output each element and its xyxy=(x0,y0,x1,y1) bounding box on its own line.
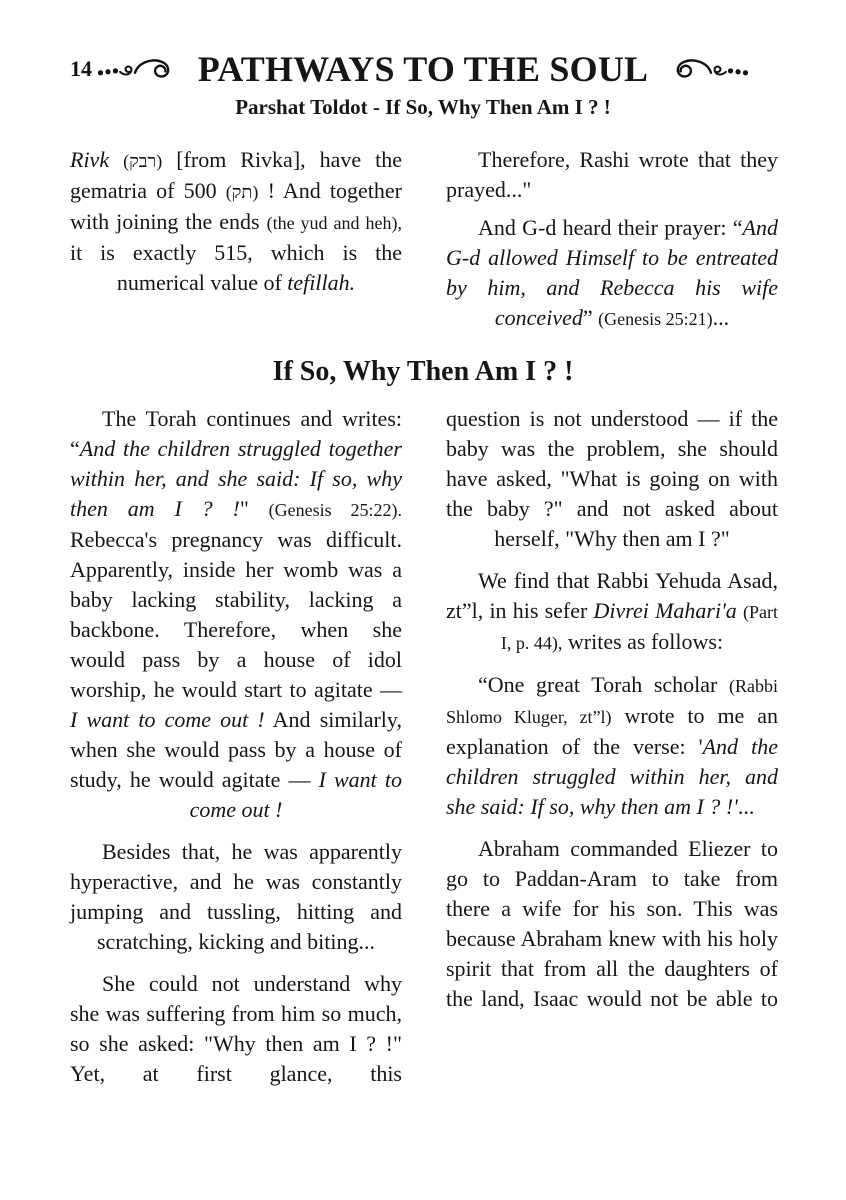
paragraph xyxy=(446,834,778,1014)
text-run: (Genesis 25:22). xyxy=(268,500,403,520)
scroll-flourish-left-icon xyxy=(95,55,190,83)
scroll-flourish-right-icon xyxy=(656,55,751,83)
text-run: We find that Rabbi Yehuda Asad, zt”l, in his sefer xyxy=(446,568,778,623)
text-run: question is not understood — if the baby was the problem, she should have asked, "What is going on with the baby ?" and not asked about herself, "Why then am I ?" xyxy=(446,406,778,551)
text-run: Besides that, he was apparently hyperactive, and he was constantly jumping and tussling, hitting and scratching, kicking and biting... xyxy=(70,839,402,954)
page-number: 14 xyxy=(70,56,92,81)
paragraph xyxy=(70,969,402,1089)
text-run: (רבק) xyxy=(123,151,163,171)
text-run: Abraham commanded Eliezer to go to Paddan-Aram to take from there a wife for his son. This was because Abraham knew with his holy spirit that from all the daughters of the land, Isaac would not be able to xyxy=(446,836,778,1011)
text-run: tefillah. xyxy=(287,270,356,295)
paragraph xyxy=(70,837,402,957)
top-right-column xyxy=(446,145,778,334)
text-run: And similarly, when she would pass by a house of study, he would agitate — xyxy=(70,707,402,792)
main-left-column xyxy=(70,404,402,1089)
text-run: ” xyxy=(582,305,599,330)
text-run: And G-d allowed Himself to be entreated by him, and Rebecca his wife conceived xyxy=(446,215,778,330)
paragraph xyxy=(446,145,778,205)
top-section xyxy=(0,145,846,334)
text-run: Therefore, Rashi wrote that they prayed..." xyxy=(446,147,778,202)
book-title: PATHWAYS TO THE SOUL xyxy=(197,49,649,89)
section-heading: If So, Why Then Am I ? ! xyxy=(272,356,574,387)
text-run: ! And together with joining the ends xyxy=(70,178,402,234)
text-run: ... xyxy=(737,794,755,819)
text-run: [from Rivka], have the gematria of 500 xyxy=(70,147,403,203)
text-run: I want to come out ! xyxy=(70,707,265,732)
text-run: “One great Torah scholar xyxy=(478,672,729,697)
text-run: Rebecca's pregnancy was difficult. Apparently, inside her womb was a baby lacking stability, lacking a backbone. Therefore, when she would pass by a house of idol worship, he would start to agitate — xyxy=(70,527,402,702)
paragraph xyxy=(446,566,778,658)
text-run: " xyxy=(239,496,269,521)
paragraph xyxy=(446,670,778,822)
text-run: Divrei Mahari'a xyxy=(593,598,737,623)
text-run: I want to come out ! xyxy=(189,767,402,822)
text-run: (תק) xyxy=(225,182,259,202)
main-right-column xyxy=(446,404,778,1089)
paragraph xyxy=(70,145,402,298)
title-row xyxy=(0,48,846,90)
text-run: Rivk xyxy=(70,147,110,172)
page-header xyxy=(0,0,846,120)
paragraph xyxy=(446,213,778,334)
text-run: writes as follows: xyxy=(562,629,724,654)
text-run: (Rabbi Shlomo Kluger, zt”l) xyxy=(446,676,778,727)
text-run: And the children struggled together within her, and she said: If so, why then am I ? ! xyxy=(70,436,402,521)
main-section xyxy=(0,404,846,1089)
text-run: The Torah continues and writes: “ xyxy=(70,406,402,461)
text-run xyxy=(109,147,123,172)
text-run: (Part I, p. 44), xyxy=(500,602,778,653)
paragraph xyxy=(446,404,778,554)
paragraph xyxy=(70,404,402,825)
text-run: (the yud and heh), xyxy=(266,213,402,233)
text-run: ... xyxy=(712,305,730,330)
chapter-subtitle: Parshat Toldot - If So, Why Then Am I ? ! xyxy=(235,95,611,119)
text-run: She could not understand why she was suffering from him so much, so she asked: "Why then am I ? !" Yet, at first glance, this xyxy=(70,971,402,1086)
top-left-column xyxy=(70,145,402,334)
text-run: it is exactly 515, which is the numerical value of xyxy=(70,240,402,295)
text-run: (Genesis 25:21) xyxy=(598,309,713,329)
text-run: wrote to me an explanation of the verse: ' xyxy=(446,703,778,759)
text-run: And the children struggled within her, and she said: If so, why then am I ? !' xyxy=(446,734,778,819)
text-run: And G-d heard their prayer: “ xyxy=(478,215,743,240)
